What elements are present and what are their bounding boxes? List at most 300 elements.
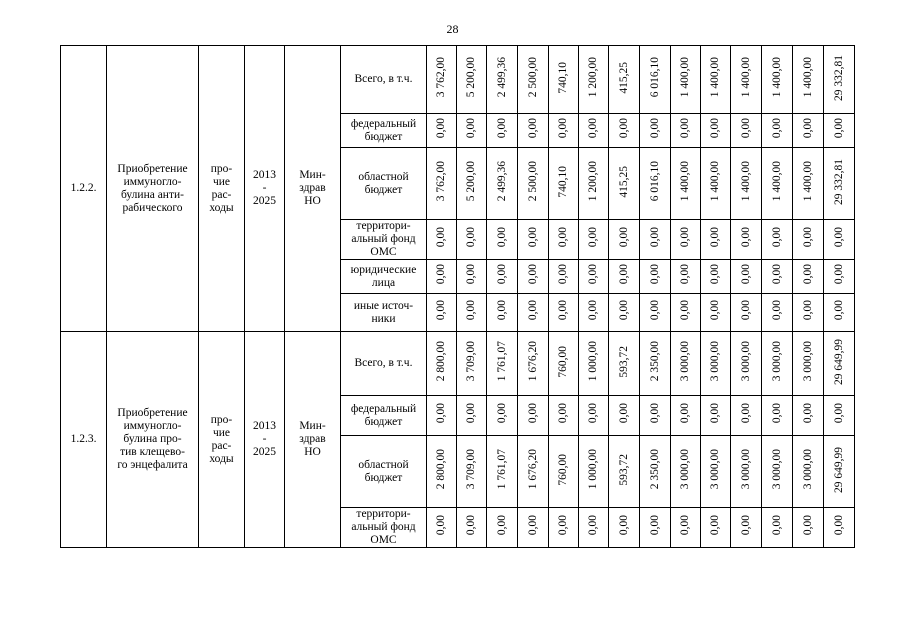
- amount-cell: [427, 436, 457, 508]
- amount-value: 1 400,00: [679, 161, 691, 202]
- amount-cell: [640, 148, 671, 220]
- amount-cell: [671, 436, 701, 508]
- amount-value: 3 000,00: [770, 341, 783, 382]
- amount-value: 1 400,00: [709, 57, 721, 98]
- amount-cell: [640, 508, 671, 548]
- cell-line: Приобретение: [117, 407, 188, 419]
- cell-line: про-: [210, 162, 233, 175]
- cell-line: альный фонд: [351, 233, 416, 245]
- cell-line: федеральный: [350, 117, 417, 130]
- amount-cell: [487, 220, 518, 260]
- amount-value: 415,25: [617, 165, 630, 198]
- amount-value: 0,00: [557, 264, 569, 285]
- amount-cell: [427, 114, 457, 148]
- amount-value: 1 400,00: [739, 161, 752, 202]
- amount-cell: [579, 220, 609, 260]
- amount-cell: [701, 148, 731, 220]
- amount-value: 0,00: [648, 118, 661, 139]
- funding-source: [341, 508, 427, 548]
- amount-cell: [793, 396, 824, 436]
- amount-value: 0,00: [648, 515, 661, 536]
- amount-cell: [762, 148, 793, 220]
- amount-cell: [457, 508, 487, 548]
- amount-cell: [824, 396, 855, 436]
- amount-value: 0,00: [832, 264, 845, 285]
- amount-value: 0,00: [435, 403, 447, 424]
- funding-source: [341, 436, 427, 508]
- amount-value: 0,00: [465, 403, 477, 424]
- amount-value: 6 016,10: [648, 57, 661, 98]
- amount-value: 1 400,00: [709, 161, 721, 202]
- amount-value: 2 350,00: [648, 341, 661, 382]
- cell-line: федеральный: [350, 402, 417, 415]
- amount-cell: [487, 114, 518, 148]
- item-name: [107, 46, 199, 332]
- amount-cell: [549, 508, 579, 548]
- amount-cell: [824, 508, 855, 548]
- amount-value: 1 000,00: [587, 449, 599, 490]
- amount-value: 1 400,00: [801, 161, 814, 202]
- amount-cell: [762, 436, 793, 508]
- amount-cell: [427, 220, 457, 260]
- amount-value: 1 400,00: [739, 57, 752, 98]
- amount-value: 0,00: [801, 515, 814, 536]
- amount-value: 0,00: [648, 300, 661, 321]
- amount-cell: [762, 260, 793, 294]
- amount-value: 0,00: [770, 118, 783, 139]
- funding-source: [341, 220, 427, 260]
- amount-cell: [457, 46, 487, 114]
- amount-cell: [609, 332, 640, 396]
- amount-cell: [640, 436, 671, 508]
- cell-line: 2013: [253, 169, 276, 181]
- amount-cell: [579, 46, 609, 114]
- amount-value: 3 000,00: [739, 341, 752, 382]
- amount-cell: [549, 396, 579, 436]
- amount-value: 0,00: [495, 515, 508, 536]
- amount-value: 0,00: [587, 403, 599, 424]
- amount-value: 760,00: [557, 345, 569, 378]
- amount-value: 0,00: [587, 118, 599, 139]
- amount-value: 0,00: [801, 264, 814, 285]
- cell-line: -: [262, 433, 267, 445]
- amount-value: 593,72: [617, 345, 630, 378]
- amount-value: 2 500,00: [526, 57, 539, 98]
- amount-cell: [762, 114, 793, 148]
- amount-value: 0,00: [739, 227, 752, 248]
- amount-value: 0,00: [435, 227, 447, 248]
- cell-line: здрав: [299, 182, 326, 194]
- amount-cell: [793, 220, 824, 260]
- amount-cell: [457, 220, 487, 260]
- cell-line: НО: [304, 195, 321, 207]
- amount-cell: [701, 294, 731, 332]
- amount-cell: [701, 508, 731, 548]
- amount-value: 0,00: [435, 515, 447, 536]
- organization: [285, 46, 341, 332]
- amount-cell: [701, 332, 731, 396]
- cell-line: го энцефалита: [117, 459, 188, 471]
- amount-cell: [427, 260, 457, 294]
- amount-cell: [731, 220, 762, 260]
- amount-value: 0,00: [832, 515, 845, 536]
- amount-value: 0,00: [832, 300, 845, 321]
- amount-value: 0,00: [465, 227, 477, 248]
- amount-cell: [671, 220, 701, 260]
- amount-cell: [731, 294, 762, 332]
- amount-cell: [762, 294, 793, 332]
- amount-value: 0,00: [495, 227, 508, 248]
- amount-cell: [457, 114, 487, 148]
- amount-value: 0,00: [739, 515, 752, 536]
- amount-cell: [549, 114, 579, 148]
- amount-value: 0,00: [832, 118, 845, 139]
- amount-cell: [671, 332, 701, 396]
- amount-cell: [487, 396, 518, 436]
- amount-value: 0,00: [648, 264, 661, 285]
- cell-line: Всего, в т.ч.: [354, 357, 413, 369]
- amount-cell: [518, 46, 549, 114]
- cell-line: бюджет: [364, 183, 403, 196]
- amount-cell: [579, 294, 609, 332]
- amount-cell: [731, 396, 762, 436]
- amount-value: 0,00: [465, 515, 477, 536]
- amount-value: 0,00: [465, 118, 477, 139]
- amount-cell: [609, 220, 640, 260]
- amount-cell: [457, 332, 487, 396]
- amount-cell: [640, 114, 671, 148]
- amount-cell: [793, 508, 824, 548]
- amount-value: 0,00: [709, 300, 721, 321]
- cell-line: булина анти-: [121, 188, 184, 201]
- amount-cell: [731, 508, 762, 548]
- amount-cell: [579, 148, 609, 220]
- amount-cell: [427, 294, 457, 332]
- amount-value: 0,00: [739, 118, 752, 139]
- cell-line: здрав: [299, 433, 326, 445]
- amount-value: 3 000,00: [709, 341, 721, 382]
- amount-value: 0,00: [679, 264, 691, 285]
- amount-value: 2 499,36: [495, 57, 508, 98]
- amount-value: 2 500,00: [526, 161, 539, 202]
- cell-line: ОМС: [370, 246, 397, 258]
- amount-value: 0,00: [435, 264, 447, 285]
- amount-value: 1 200,00: [587, 57, 599, 98]
- amount-value: 29 332,81: [832, 54, 845, 101]
- amount-value: 0,00: [801, 118, 814, 139]
- amount-value: 0,00: [587, 264, 599, 285]
- amount-cell: [549, 332, 579, 396]
- cell-line: рас-: [211, 439, 232, 452]
- amount-value: 3 762,00: [435, 57, 447, 98]
- amount-cell: [518, 332, 549, 396]
- amount-value: 0,00: [557, 227, 569, 248]
- cell-line: юридические: [350, 263, 417, 276]
- amount-cell: [609, 294, 640, 332]
- amount-cell: [671, 396, 701, 436]
- amount-value: 0,00: [557, 403, 569, 424]
- amount-cell: [427, 148, 457, 220]
- cell-line: бюджет: [364, 130, 403, 143]
- cell-line: чие: [212, 426, 231, 439]
- amount-value: 0,00: [679, 118, 691, 139]
- amount-cell: [487, 436, 518, 508]
- amount-cell: [793, 114, 824, 148]
- amount-cell: [762, 220, 793, 260]
- cell-line: областной: [358, 170, 409, 183]
- amount-cell: [671, 508, 701, 548]
- amount-cell: [671, 294, 701, 332]
- amount-value: 2 800,00: [435, 449, 447, 490]
- amount-value: 0,00: [648, 227, 661, 248]
- period: [245, 332, 285, 548]
- funding-source: [341, 294, 427, 332]
- amount-value: 0,00: [526, 227, 539, 248]
- amount-value: 0,00: [526, 403, 539, 424]
- item-code: 1.2.2.: [61, 46, 107, 332]
- amount-value: 0,00: [739, 403, 752, 424]
- cell-line: 2025: [253, 446, 276, 458]
- cell-line: ОМС: [370, 534, 397, 546]
- amount-cell: [579, 332, 609, 396]
- cell-line: ходы: [209, 452, 234, 465]
- amount-value: 0,00: [801, 227, 814, 248]
- amount-value: 0,00: [526, 264, 539, 285]
- amount-cell: [731, 46, 762, 114]
- amount-value: 0,00: [709, 118, 721, 139]
- amount-value: 3 000,00: [679, 341, 691, 382]
- amount-value: 6 016,10: [648, 161, 661, 202]
- amount-cell: [487, 508, 518, 548]
- amount-cell: [762, 508, 793, 548]
- amount-cell: [793, 260, 824, 294]
- amount-cell: [518, 148, 549, 220]
- funding-source: [341, 148, 427, 220]
- amount-cell: [549, 294, 579, 332]
- organization: [285, 332, 341, 548]
- funding-source: [341, 396, 427, 436]
- amount-value: 593,72: [617, 453, 630, 486]
- amount-value: 0,00: [770, 264, 783, 285]
- amount-value: 0,00: [587, 300, 599, 321]
- amount-cell: [793, 148, 824, 220]
- amount-cell: [824, 220, 855, 260]
- table-row: [61, 332, 855, 396]
- amount-value: 0,00: [739, 300, 752, 321]
- amount-value: 3 000,00: [709, 449, 721, 490]
- expense-type: [199, 46, 245, 332]
- amount-cell: [579, 508, 609, 548]
- amount-value: 0,00: [617, 403, 630, 424]
- amount-value: 2 499,36: [495, 161, 508, 202]
- amount-cell: [427, 508, 457, 548]
- cell-line: альный фонд: [351, 521, 416, 533]
- amount-value: 0,00: [832, 403, 845, 424]
- amount-value: 0,00: [557, 515, 569, 536]
- amount-value: 1 761,07: [495, 449, 508, 490]
- amount-value: 1 400,00: [770, 161, 783, 202]
- amount-cell: [824, 332, 855, 396]
- amount-cell: [427, 46, 457, 114]
- amount-value: 0,00: [770, 515, 783, 536]
- amount-cell: [793, 46, 824, 114]
- amount-value: 5 200,00: [465, 161, 477, 202]
- cell-line: 2025: [253, 195, 276, 207]
- amount-value: 0,00: [495, 118, 508, 139]
- cell-line: территори-: [356, 220, 411, 232]
- cell-line: про-: [210, 413, 233, 426]
- amount-value: 0,00: [617, 227, 630, 248]
- cell-line: чие: [212, 175, 231, 188]
- funding-source: [341, 260, 427, 294]
- cell-line: -: [262, 182, 267, 194]
- amount-cell: [762, 46, 793, 114]
- amount-cell: [457, 260, 487, 294]
- amount-value: 3 709,00: [465, 449, 477, 490]
- cell-line: булина про-: [123, 433, 182, 445]
- amount-cell: [701, 396, 731, 436]
- amount-cell: [640, 396, 671, 436]
- cell-line: рабического: [122, 201, 183, 214]
- amount-value: 3 000,00: [801, 449, 814, 490]
- amount-cell: [518, 220, 549, 260]
- amount-cell: [640, 220, 671, 260]
- amount-cell: [549, 46, 579, 114]
- amount-cell: [731, 332, 762, 396]
- amount-cell: [762, 332, 793, 396]
- amount-cell: [457, 148, 487, 220]
- amount-value: 0,00: [770, 227, 783, 248]
- amount-value: 3 762,00: [435, 161, 447, 202]
- amount-value: 1 676,20: [526, 449, 539, 490]
- amount-value: 0,00: [435, 300, 447, 321]
- amount-cell: [549, 436, 579, 508]
- amount-cell: [518, 396, 549, 436]
- cell-line: ходы: [209, 201, 234, 214]
- amount-cell: [427, 332, 457, 396]
- amount-cell: [579, 436, 609, 508]
- amount-cell: [518, 260, 549, 294]
- amount-value: 0,00: [617, 300, 630, 321]
- amount-value: 0,00: [679, 227, 691, 248]
- amount-cell: [671, 148, 701, 220]
- amount-value: 1 400,00: [679, 57, 691, 98]
- amount-value: 0,00: [617, 118, 630, 139]
- amount-value: 740,10: [557, 165, 569, 198]
- amount-cell: [640, 332, 671, 396]
- amount-cell: [671, 46, 701, 114]
- cell-line: Всего, в т.ч.: [354, 73, 413, 85]
- amount-value: 0,00: [465, 264, 477, 285]
- amount-cell: [487, 148, 518, 220]
- amount-value: 1 400,00: [770, 57, 783, 98]
- amount-value: 0,00: [648, 403, 661, 424]
- amount-cell: [793, 332, 824, 396]
- amount-cell: [824, 46, 855, 114]
- amount-cell: [487, 46, 518, 114]
- amount-cell: [609, 260, 640, 294]
- amount-cell: [640, 294, 671, 332]
- amount-value: 0,00: [770, 403, 783, 424]
- amount-value: 0,00: [709, 515, 721, 536]
- amount-value: 0,00: [526, 118, 539, 139]
- amount-cell: [793, 436, 824, 508]
- amount-cell: [640, 46, 671, 114]
- cell-line: 2013: [253, 420, 276, 432]
- amount-value: 3 000,00: [679, 449, 691, 490]
- amount-value: 415,25: [617, 61, 630, 94]
- funding-source: [341, 46, 427, 114]
- period: [245, 46, 285, 332]
- amount-cell: [824, 436, 855, 508]
- amount-cell: [731, 114, 762, 148]
- amount-value: 3 709,00: [465, 341, 477, 382]
- amount-cell: [731, 260, 762, 294]
- cell-line: областной: [358, 458, 409, 471]
- amount-value: 0,00: [526, 300, 539, 321]
- amount-cell: [579, 260, 609, 294]
- amount-cell: [518, 508, 549, 548]
- cell-line: лица: [371, 276, 396, 289]
- amount-cell: [457, 396, 487, 436]
- item-code: 1.2.3.: [61, 332, 107, 548]
- amount-cell: [549, 148, 579, 220]
- amount-cell: [487, 294, 518, 332]
- amount-value: 0,00: [679, 300, 691, 321]
- cell-line: ники: [371, 312, 396, 325]
- amount-value: 1 000,00: [587, 341, 599, 382]
- amount-cell: [579, 114, 609, 148]
- amount-value: 0,00: [557, 118, 569, 139]
- amount-value: 29 332,81: [832, 158, 845, 205]
- amount-value: 0,00: [709, 403, 721, 424]
- amount-cell: [701, 114, 731, 148]
- budget-table: [60, 45, 855, 548]
- amount-value: 2 800,00: [435, 341, 447, 382]
- amount-cell: [701, 260, 731, 294]
- amount-value: 0,00: [801, 403, 814, 424]
- amount-cell: [609, 436, 640, 508]
- amount-value: 3 000,00: [801, 341, 814, 382]
- amount-value: 760,00: [557, 453, 569, 486]
- cell-line: бюджет: [364, 415, 403, 428]
- amount-cell: [518, 114, 549, 148]
- amount-value: 1 400,00: [801, 57, 814, 98]
- amount-value: 0,00: [801, 300, 814, 321]
- amount-value: 3 000,00: [770, 449, 783, 490]
- amount-cell: [518, 436, 549, 508]
- amount-value: 1 676,20: [526, 341, 539, 382]
- amount-cell: [427, 396, 457, 436]
- cell-line: рас-: [211, 188, 232, 201]
- cell-line: тив клещево-: [120, 446, 185, 458]
- amount-value: 0,00: [739, 264, 752, 285]
- amount-cell: [824, 260, 855, 294]
- amount-value: 1 200,00: [587, 161, 599, 202]
- amount-cell: [487, 260, 518, 294]
- amount-value: 3 000,00: [739, 449, 752, 490]
- amount-cell: [701, 220, 731, 260]
- amount-cell: [609, 508, 640, 548]
- funding-source: [341, 114, 427, 148]
- amount-value: 0,00: [770, 300, 783, 321]
- amount-cell: [731, 436, 762, 508]
- cell-line: иммуногло-: [123, 420, 182, 432]
- amount-value: 29 649,99: [832, 446, 845, 493]
- amount-cell: [731, 148, 762, 220]
- amount-cell: [609, 148, 640, 220]
- amount-cell: [824, 114, 855, 148]
